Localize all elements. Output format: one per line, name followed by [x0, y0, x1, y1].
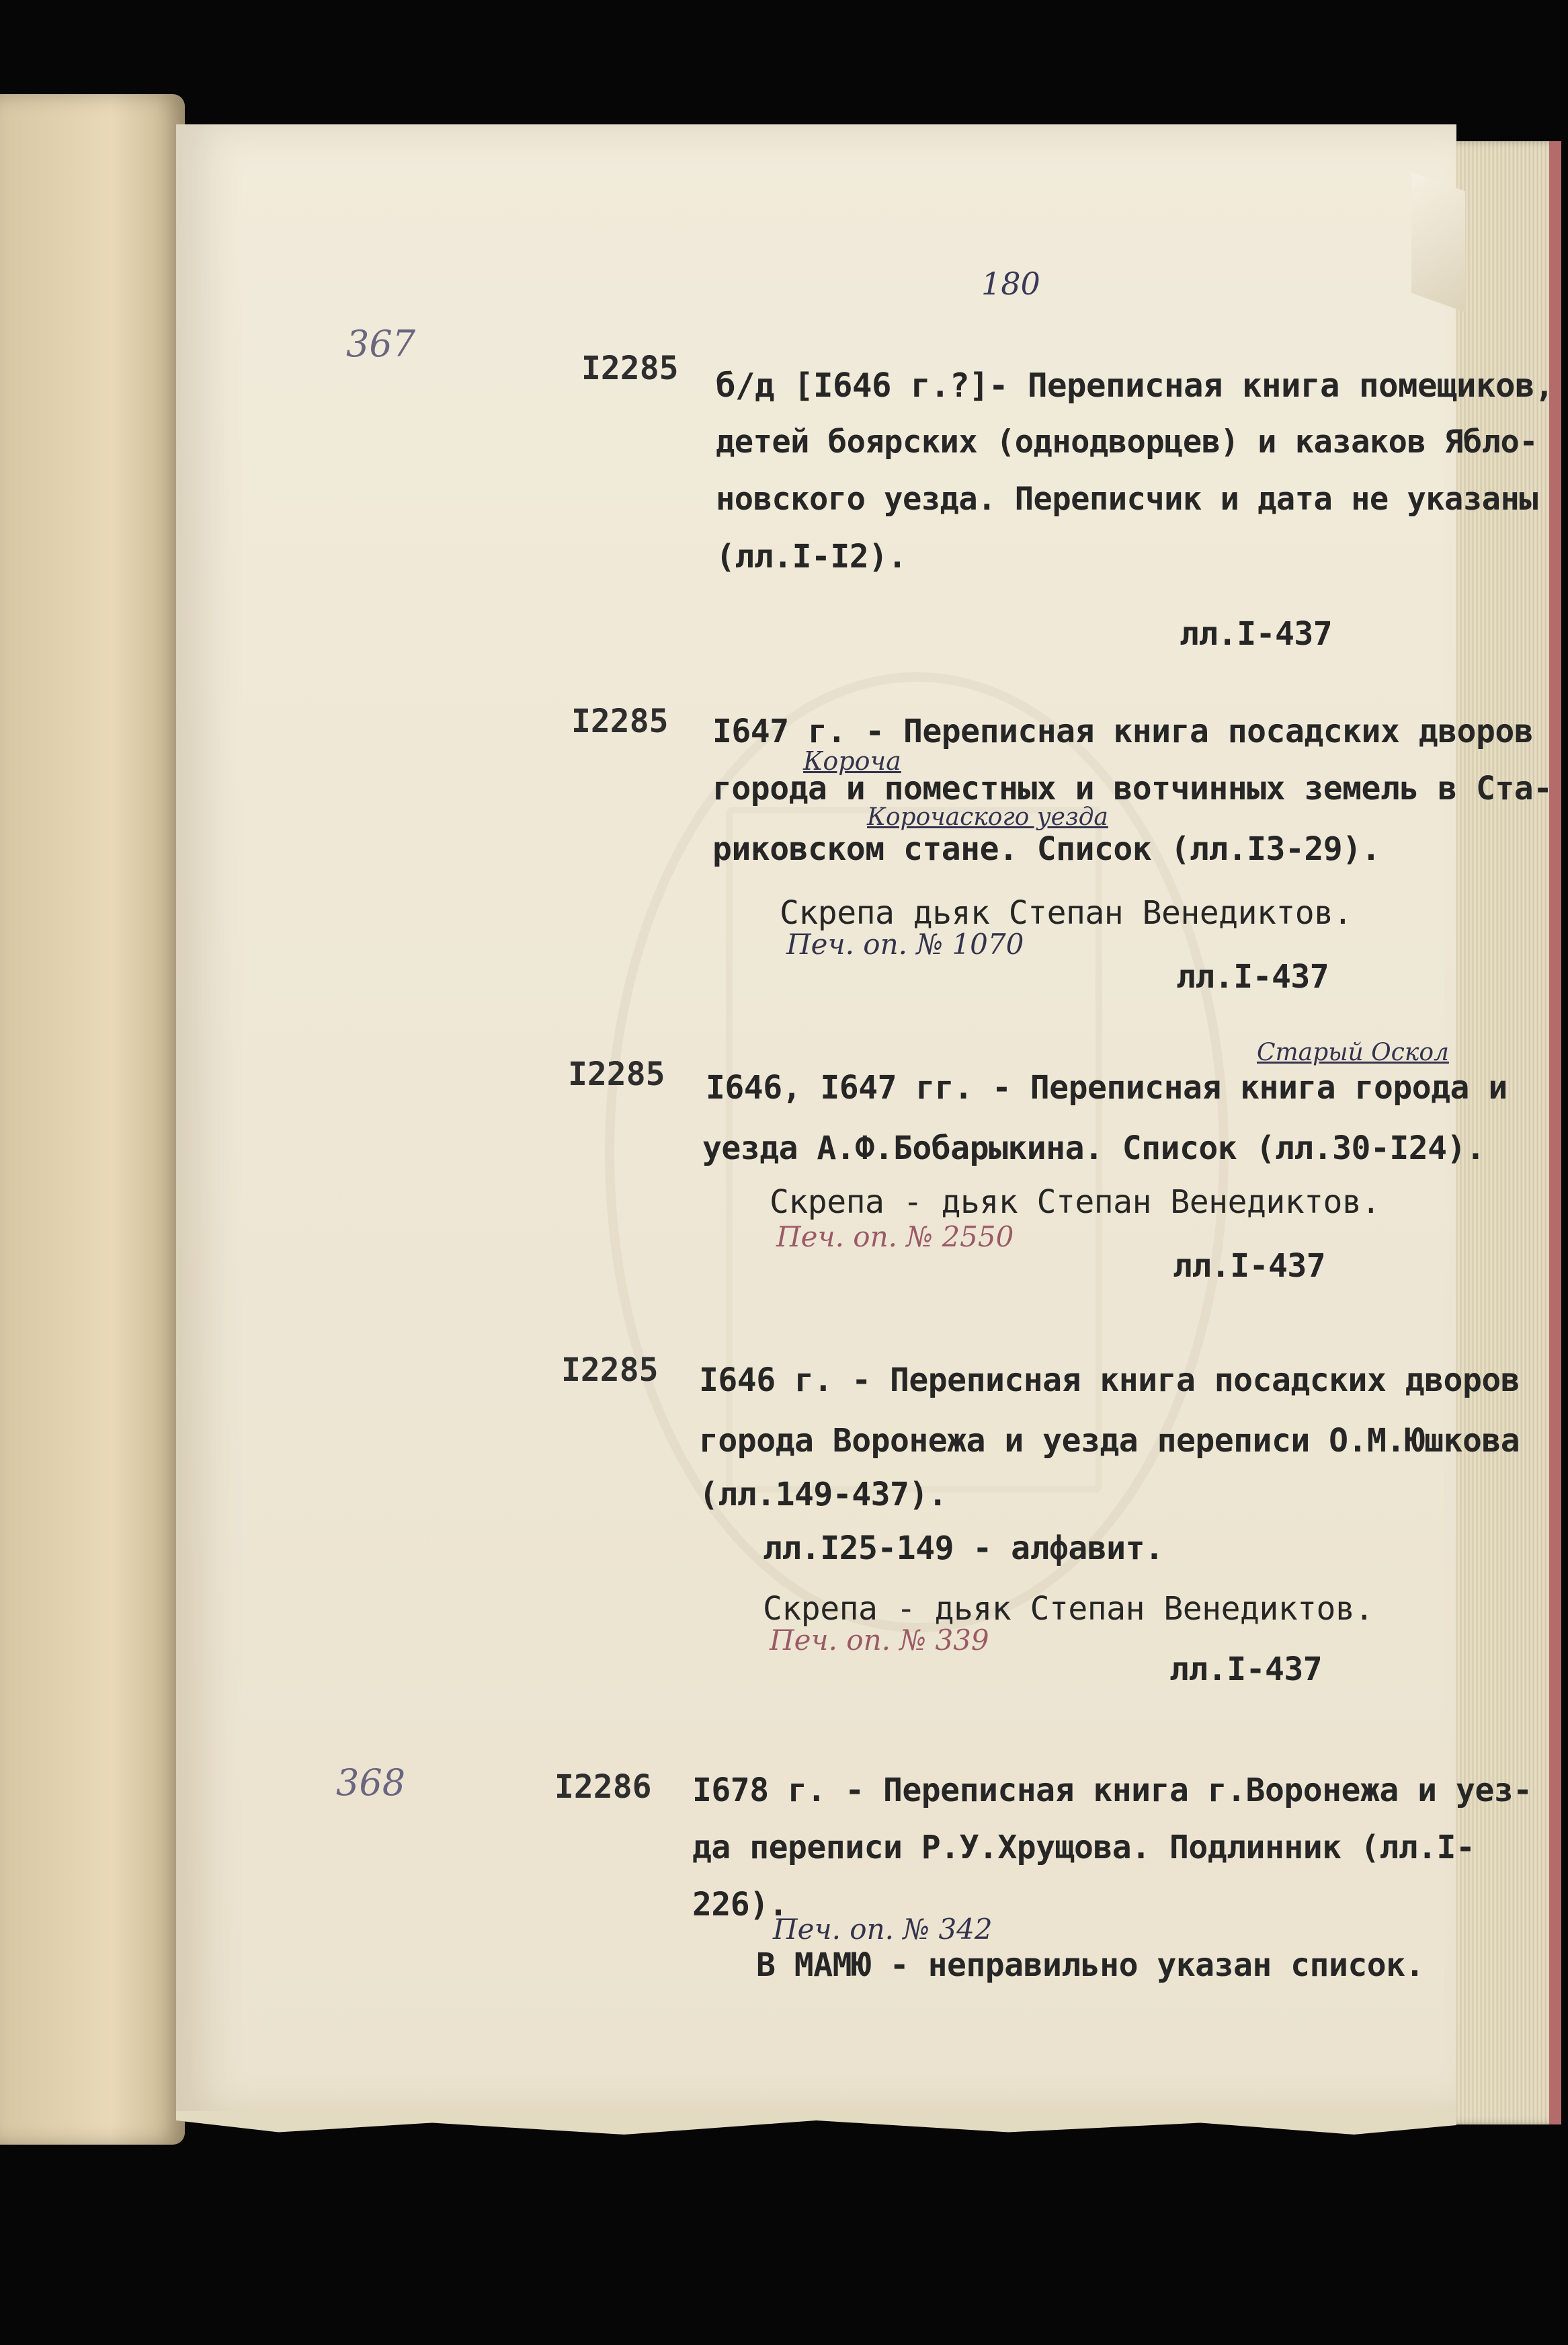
page-fold — [1411, 171, 1465, 312]
handwritten-insertion: Короча — [803, 746, 901, 776]
alphabet-note: лл.I25-149 - алфавит. — [763, 1529, 1164, 1567]
record-line: I678 г. - Переписная книга г.Воронежа и уез- — [692, 1772, 1532, 1809]
entry-number: 368 — [336, 1761, 406, 1804]
record-line: риковском стане. Список (лл.I3-29). — [712, 830, 1380, 868]
page-number: 180 — [981, 266, 1040, 302]
seal-note: Скрепа дьяк Степан Венедиктов. — [780, 894, 1352, 932]
archive-id: I2285 — [561, 1351, 659, 1389]
folio-range: лл.I-437 — [1180, 615, 1333, 653]
seal-note: Скрепа - дьяк Степан Венедиктов. — [763, 1590, 1374, 1628]
record-line: б/д [I646 г.?]- Переписная книга помещиков, — [716, 366, 1555, 405]
record-line: города Воронежа и уезда переписи О.М.Юшкова — [699, 1422, 1520, 1460]
record-line: I647 г. - Переписная книга посадских дворов — [712, 713, 1534, 750]
record-line: I646 г. - Переписная книга посадских дворов — [699, 1361, 1520, 1399]
record-line: 226). — [692, 1886, 788, 1923]
seal-note: Скрепа - дьяк Степан Венедиктов. — [770, 1183, 1380, 1221]
handwritten-insertion: Корочаского уезда — [867, 803, 1108, 831]
archive-id: I2285 — [568, 1056, 665, 1093]
record-line: новского уезда. Переписчик и дата не указаны — [716, 481, 1538, 518]
archive-id: I2285 — [581, 350, 679, 387]
note: В МАМЮ - неправильно указан список. — [756, 1946, 1424, 1984]
record-line: I646, I647 гг. - Переписная книга города и — [706, 1069, 1508, 1107]
folio-range: лл.I-437 — [1169, 1651, 1323, 1688]
record-line: детей боярских (однодворцев) и казаков Ябло- — [716, 424, 1538, 461]
record-line: уезда А.Ф.Бобарыкина. Список (лл.30-I24). — [702, 1129, 1485, 1167]
archive-id: I2285 — [571, 703, 669, 740]
print-inventory-ref: Печ. оп. № 1070 — [786, 928, 1024, 961]
record-line: (лл.I-I2). — [716, 538, 907, 575]
print-inventory-ref: Печ. оп. № 339 — [770, 1624, 989, 1657]
entry-number: 367 — [346, 323, 416, 365]
print-inventory-ref: Печ. оп. № 342 — [773, 1913, 993, 1946]
record-line: (лл.149-437). — [699, 1476, 948, 1513]
print-inventory-ref: Печ. оп. № 2550 — [776, 1220, 1014, 1253]
left-page — [0, 94, 185, 2145]
archive-id: I2286 — [554, 1768, 652, 1806]
record-line: да переписи Р.У.Хрущова. Подлинник (лл.I- — [692, 1829, 1475, 1866]
folio-range: лл.I-437 — [1176, 958, 1329, 996]
torn-page-edge — [176, 2111, 1456, 2135]
folio-range: лл.I-437 — [1173, 1247, 1326, 1285]
record-line: города и поместных и вотчинных земель в Ста- — [712, 770, 1553, 807]
handwritten-insertion: Старый Оскол — [1257, 1039, 1449, 1066]
